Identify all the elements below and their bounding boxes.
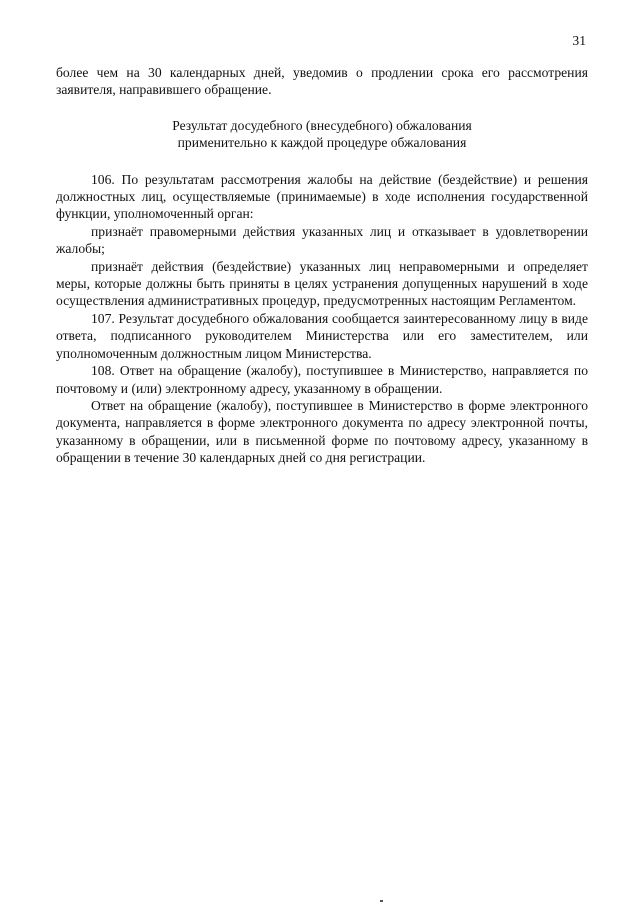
page-number: 31 <box>572 33 586 48</box>
section-heading <box>56 117 588 152</box>
paragraph-108-continuation: Ответ на обращение (жалобу), поступившее в Министерство в форме электронного документа, направляется в форме электронного документа по адресу электронной почты, указанному в обращении, или в письменной форме по почтовому адресу, указанному в обращении в течение 30 календарных дней со дня регистрации. <box>56 397 588 466</box>
section-heading-line-1: Результат досудебного (внесудебного) обжалования <box>172 117 472 133</box>
paragraph-107: 107. Результат досудебного обжалования сообщается заинтересованному лицу в виде ответа, подписанного руководителем Министерства или его заместителем, или уполномоченным должностным лицом Министерства. <box>56 310 588 361</box>
paragraph-108: 108. Ответ на обращение (жалобу), поступившее в Министерство, направляется по почтовому и (или) электронному адресу, указанному в обращении. <box>56 363 588 396</box>
paragraph-106-item-a: признаёт правомерными действия указанных лиц и отказывает в удовлетворении жалобы; <box>56 223 588 257</box>
section-heading-line-2: применительно к каждой процедуре обжалования <box>177 135 467 151</box>
intro-paragraph: более чем на 30 календарных дней, уведомив о продлении срока его рассмотрения заявителя, направившего обращение. <box>56 65 588 98</box>
paragraph-106: 106. По результатам рассмотрения жалобы на действие (бездействие) и решения должностных лиц, осуществляемые (принимаемые) в ходе исполнения государственной функции, уполномоченный орган: <box>56 171 588 222</box>
document-body <box>56 64 588 467</box>
scan-artifact-mark <box>380 900 383 902</box>
paragraph-106-item-b: признаёт действия (бездействие) указанных лиц неправомерными и определяет меры, которые должны быть приняты в целях устранения допущенных нарушений в ходе осуществления административных процедур, предусмотренных настоящим Регламентом. <box>56 258 588 309</box>
